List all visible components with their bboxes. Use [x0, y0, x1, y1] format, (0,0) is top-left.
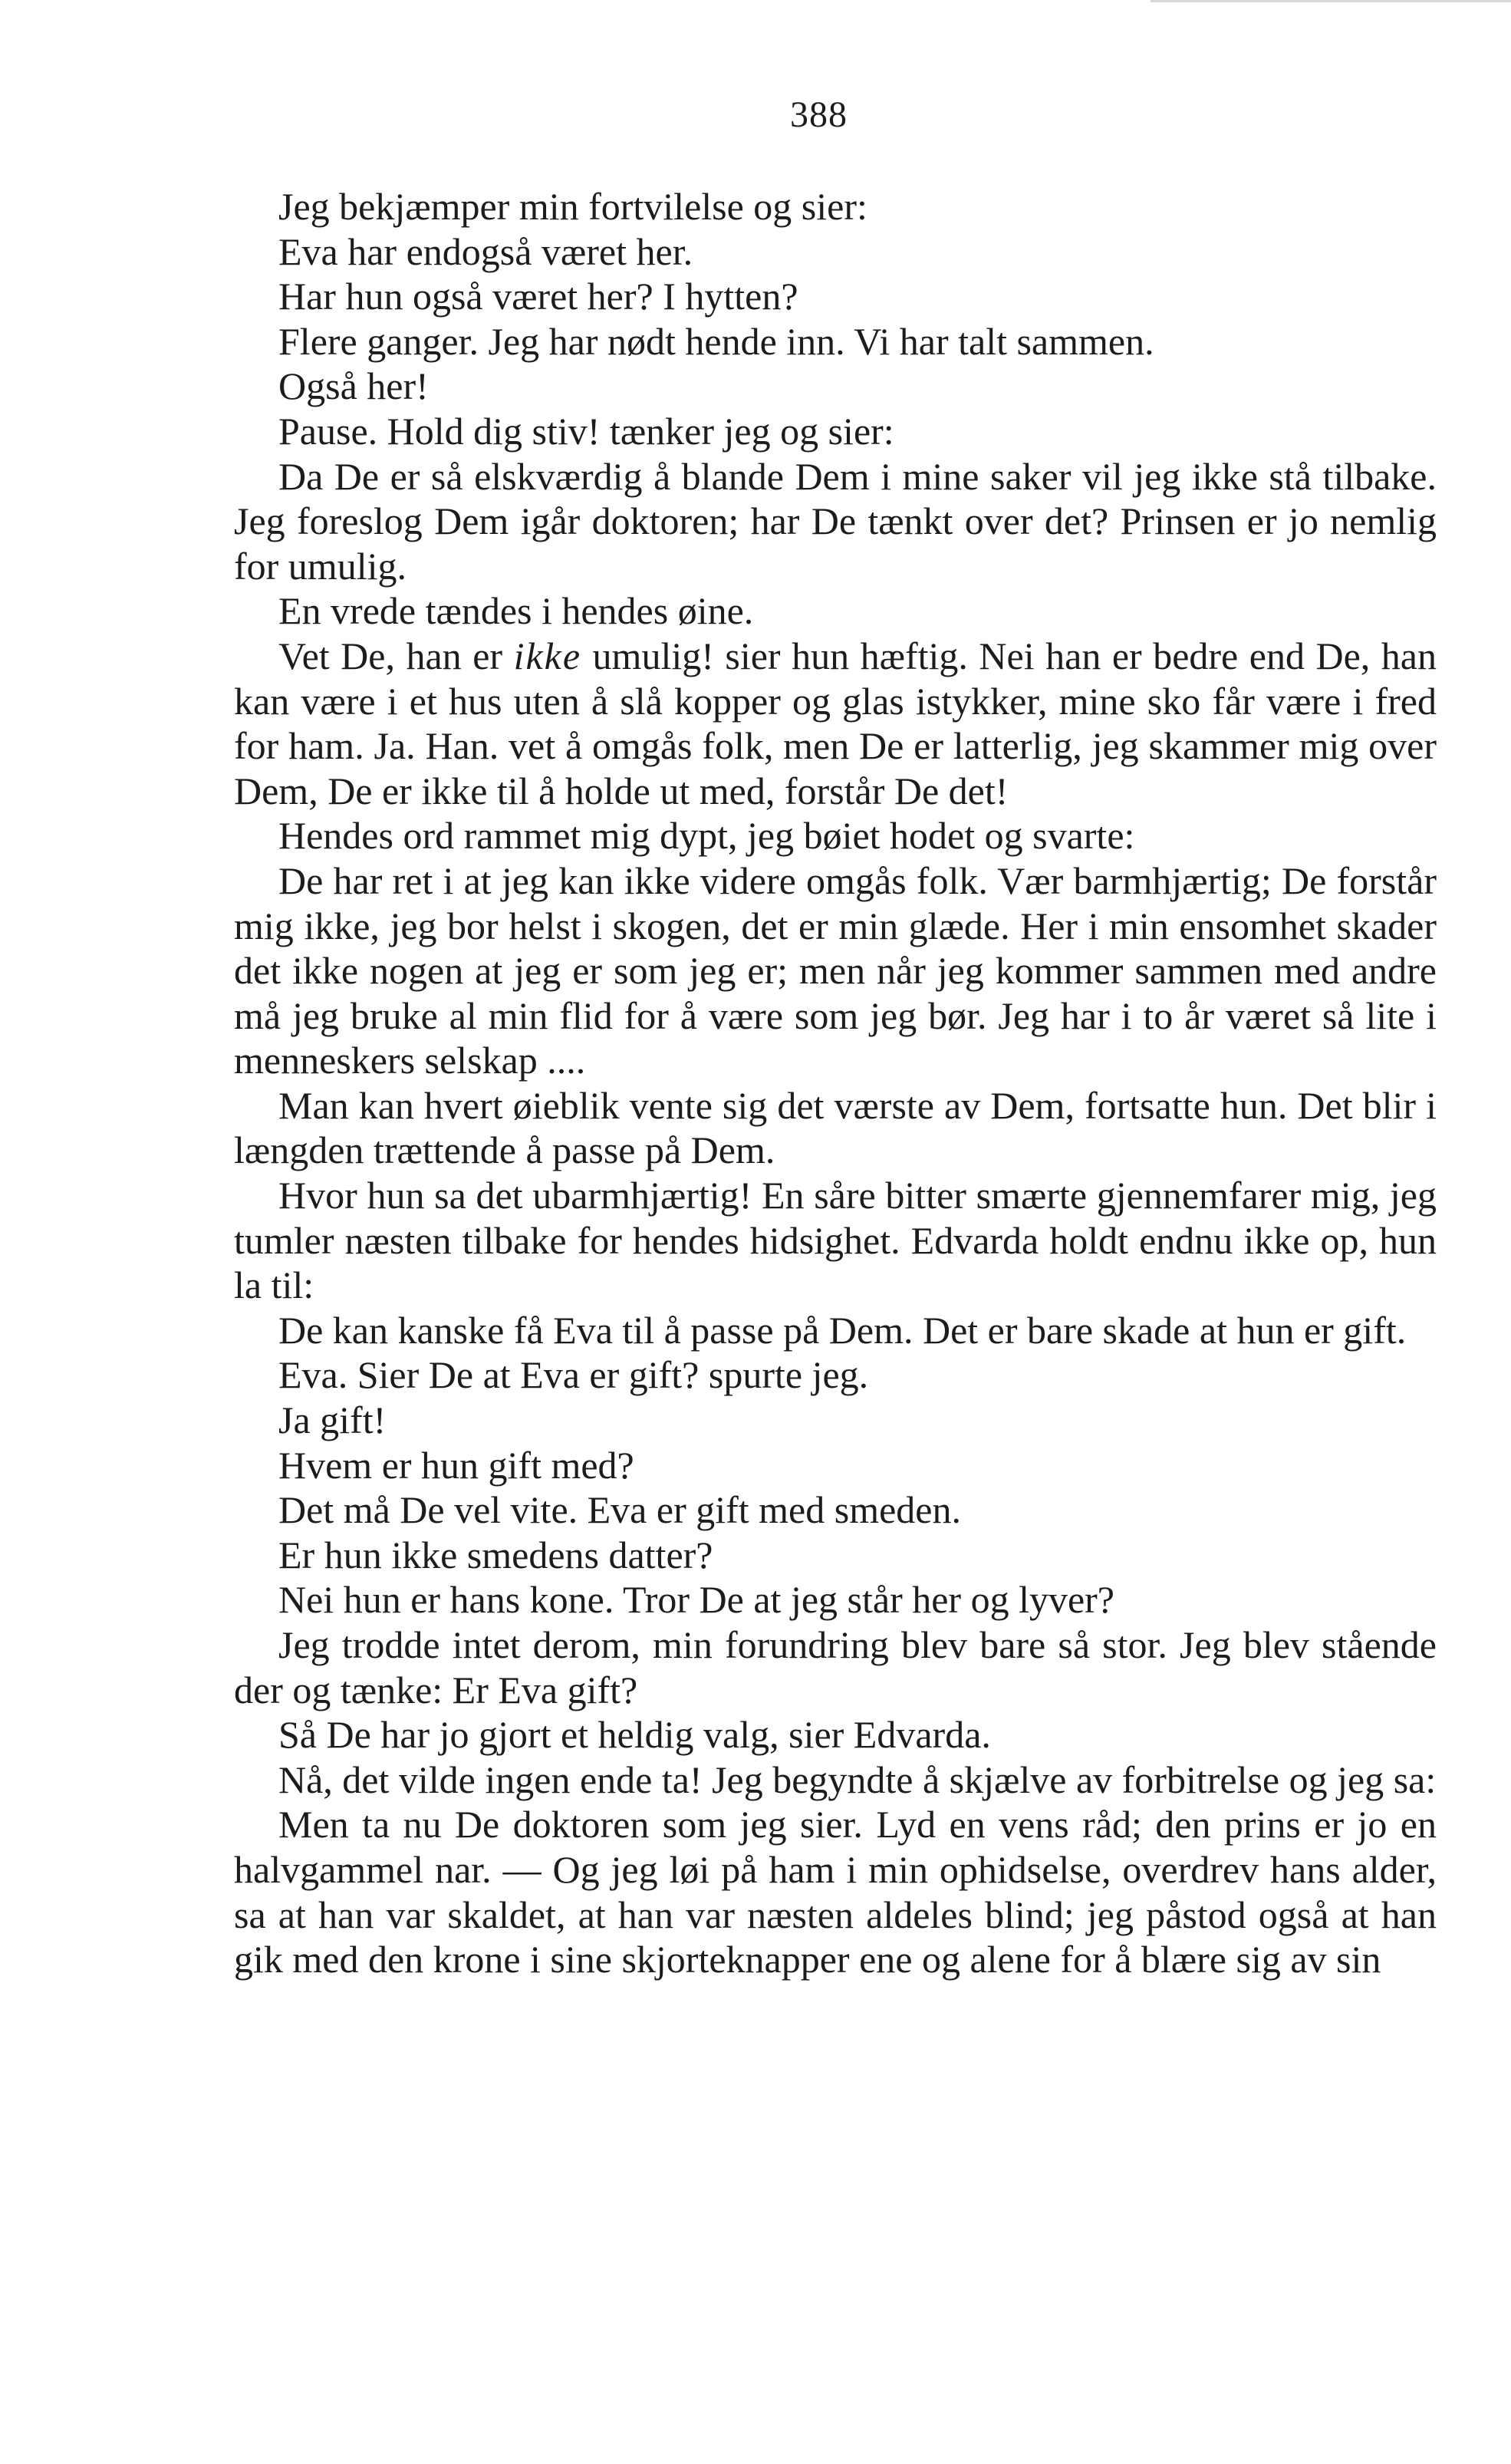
paragraph-10: Hendes ord rammet mig dypt, jeg bøiet hodet og svarte:: [278, 814, 1135, 858]
paragraph-7: Da De er så elskværdig å blande Dem i mine saker vil jeg ikke stå tilbake. Jeg foreslog Dem igår doktoren; har De tænkt over det? Prinsen er jo nemlig for umulig.: [234, 454, 1437, 588]
paragraph-8: En vrede tændes i hendes øine.: [278, 589, 754, 633]
paragraph-3: Har hun også været her? I hytten?: [278, 275, 798, 318]
emphasis-ikke: ikke: [513, 634, 582, 677]
top-edge-rule: [1151, 0, 1511, 2]
paragraph-18: Det må De vel vite. Eva er gift med smeden.: [278, 1488, 961, 1532]
paragraph-20: Nei hun er hans kone. Tror De at jeg står her og lyver?: [278, 1578, 1114, 1622]
paragraph-11: De har ret i at jeg kan ikke videre omgås folk. Vær barmhjærtig; De forstår mig ikke, jeg bor helst i skogen, det er min glæde. Her i min ensomhet skader det ikke nogen at jeg er som jeg er; men når jeg kommer sammen med andre må jeg bruke al min flid for å være som jeg bør. Jeg har i to år været så lite i menneskers selskap ....: [234, 858, 1437, 1082]
paragraph-21: Jeg trodde intet derom, min forundring blev bare så stor. Jeg blev stående der og tænke: Er Eva gift?: [234, 1623, 1437, 1711]
paragraph-22: Så De har jo gjort et heldig valg, sier Edvarda.: [278, 1713, 991, 1757]
paragraph-1: Jeg bekjæmper min fortvilelse og sier:: [278, 185, 867, 228]
body-text: [234, 184, 1437, 1982]
paragraph-6: Pause. Hold dig stiv! tænker jeg og sier:: [278, 409, 894, 453]
paragraph-24: Men ta nu De doktoren som jeg sier. Lyd en vens råd; den prins er jo en halvgammel nar. — Og jeg løi på ham i min ophidselse, overdrev hans alder, sa at han var skaldet, at han var næsten aldeles blind; jeg påstod også at han gik med den krone i sine skjorteknapper ene og alene for å blære sig av sin: [234, 1803, 1437, 1981]
paragraph-14: De kan kanske få Eva til å passe på Dem. Det er bare skade at hun er gift.: [278, 1308, 1407, 1352]
paragraph-23: Nå, det vilde ingen ende ta! Jeg begyndte å skjælve av forbitrelse og jeg sa:: [278, 1757, 1437, 1801]
paragraph-12: Man kan hvert øieblik vente sig det værste av Dem, fortsatte hun. Det blir i længden trættende å passe på Dem.: [234, 1083, 1437, 1172]
paragraph-9-rest: umulig! sier hun hæftig. Nei han er bedre end De, han kan være i et hus uten å slå kopper og glas istykker, mine sko får være i fred for ham. Ja. Han. vet å omgås folk, men De er latterlig, jeg skammer mig over Dem, De er ikke til å holde ut med, forstår De det!: [234, 634, 1437, 812]
paragraph-4: Flere ganger. Jeg har nødt hende inn. Vi har talt sammen.: [278, 319, 1154, 363]
paragraph-5: Også her!: [278, 364, 429, 408]
page-number: 388: [790, 94, 848, 135]
paragraph-15: Eva. Sier De at Eva er gift? spurte jeg.: [278, 1353, 869, 1397]
paragraph-9: [234, 634, 1437, 813]
paragraph-17: Hvem er hun gift med?: [278, 1443, 634, 1487]
paragraph-19: Er hun ikke smedens datter?: [278, 1533, 713, 1576]
paragraph-9-start: Vet De, han er: [278, 634, 514, 677]
paragraph-13: Hvor hun sa det ubarmhjærtig! En såre bitter smærte gjennemfarer mig, jeg tumler næsten tilbake for hendes hidsighet. Edvarda holdt endnu ikke op, hun la til:: [234, 1174, 1437, 1307]
paragraph-2: Eva har endogså været her.: [278, 229, 693, 273]
paragraph-16: Ja gift!: [278, 1398, 387, 1442]
